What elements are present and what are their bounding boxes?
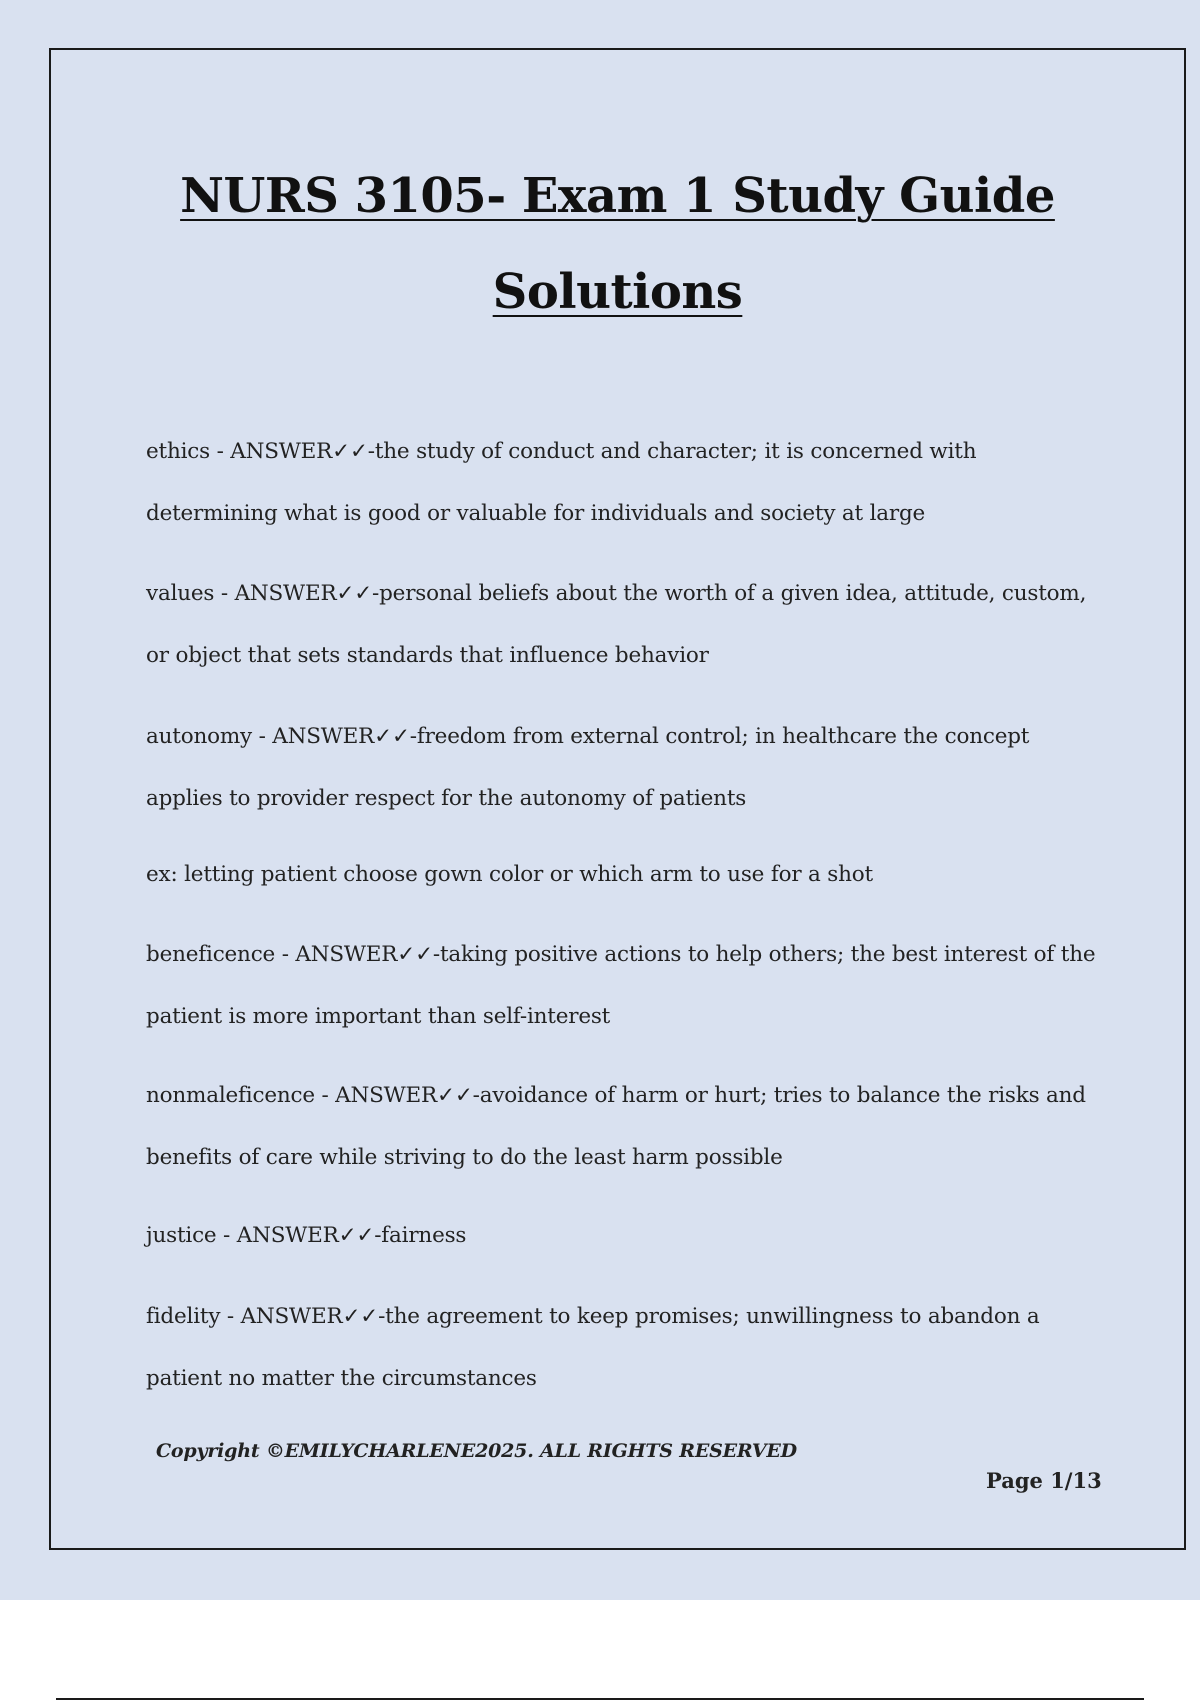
entry-autonomy: autonomy - ANSWER✓✓-freedom from external control; in healthcare the concept applies to provider respect for the autonomy of patients xyxy=(146,724,1030,811)
entry-justice: justice - ANSWER✓✓-fairness xyxy=(146,1223,467,1248)
entry-beneficence: beneficence - ANSWER✓✓-taking positive actions to help others; the best interest of the patient is more important than self-interest xyxy=(146,942,1096,1029)
entry-fidelity: fidelity - ANSWER✓✓-the agreement to keep promises; unwillingness to abandon a patient no matter the circumstances xyxy=(146,1304,1040,1391)
page-number: Page 1/13 xyxy=(986,1468,1102,1493)
document-title: NURS 3105- Exam 1 Study Guide xyxy=(180,168,1055,224)
entry-ethics: ethics - ANSWER✓✓-the study of conduct and character; it is concerned with determining what is good or valuable for individuals and society at large xyxy=(146,439,977,526)
entry-values: values - ANSWER✓✓-personal beliefs about the worth of a given idea, attitude, custom, or object that sets standards that influence behavior xyxy=(146,581,1087,668)
entry-nonmaleficence: nonmaleficence - ANSWER✓✓-avoidance of harm or hurt; tries to balance the risks and benefits of care while striving to do the least harm possible xyxy=(146,1083,1086,1170)
copyright-notice: Copyright ©EMILYCHARLENE2025. ALL RIGHTS RESERVED xyxy=(156,1440,797,1462)
entry-autonomy-example: ex: letting patient choose gown color or which arm to use for a shot xyxy=(146,862,873,887)
document-title-line2: Solutions xyxy=(492,264,743,320)
